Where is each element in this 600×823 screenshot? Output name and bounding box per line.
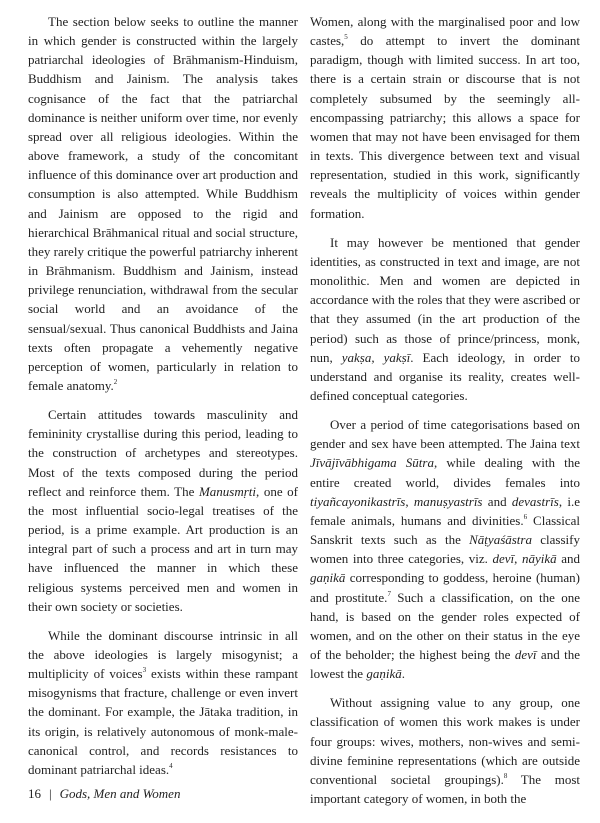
page-footer (28, 786, 180, 802)
paragraph-text: Classical Sanskrit texts such as the (310, 512, 580, 548)
left-column (28, 12, 298, 789)
paragraph-text: . (401, 666, 405, 682)
paragraph-text: exists within these rampant misogynisms that fracture, challenge or even invert the dominant. For example, the Jātaka tradition, in its origin, is relatively autonomous of monk-male-canonical control, and records resistances to dominant patriarchal ideas. (28, 666, 298, 777)
italic-term: tiyañcayonikastrīs (310, 493, 406, 509)
italic-term: devī (514, 647, 537, 662)
paragraph-text: and (482, 493, 512, 509)
paragraph-text: and (556, 551, 580, 567)
italic-term: yakṣa, yakṣī (341, 349, 411, 365)
paragraph-text: It may however be mentioned that gender identities, as constructed in text and image, are not monolithic. Men and women are depicted in accordance with the roles that they were ascribed or that they assumed (in the art production of the period) such as those of prince/princess, monk, nun, (310, 234, 580, 365)
paragraph (310, 693, 580, 808)
italic-term: gaṇikā (310, 570, 346, 586)
paragraph-text: , while dealing with the entire created world, divides females into (310, 455, 580, 490)
paragraph-text: Women, along with the marginalised poor and low castes, (310, 14, 580, 49)
paragraph-text: The section below seeks to outline the manner in which gender is constructed within the largely patriarchal ideologies of Brāhmanism-Hinduism, Buddhism and Jainism. The analysis takes cognisance of the fact that the patriarchal dominance is neither uniform over time, nor evenly spread over all religious ideologies. Within the above framework, a study of the concomitant influence of this dominance over art production and consumption is also attempted. While Buddhism and Jainism are opposed to the rigid and hierarchical Brāhmanical ritual and social structure, they rarely critique the powerful patriarchy inherent in Brāhmanism. Buddhism and Jainism, instead privilege renunciation, withdrawal from the secular social world and an avoidance of the sensual/sexual. Thus canonical Buddhists and Jaina texts often propagate a vehemently negative perception of women, particularly in relation to female anatomy. (28, 14, 298, 393)
paragraph (310, 415, 580, 683)
paragraph-text: The most important category of women, in both the (310, 771, 580, 807)
paragraph-text: , one of the most influential socio-legal treatises of the period, is a prime example. Art production is an integral part of such a process and art in turn may have influenced the manner in which these religious systems perceived men and women in their own society or societies. (28, 483, 298, 614)
paragraph-text: . Each ideology, in order to understand and organise its reality, creates well-defined conceptual categories. (310, 349, 580, 403)
footnote-marker: 7 (387, 589, 391, 598)
italic-term: devī (492, 551, 515, 567)
paragraph (310, 12, 580, 223)
footnote-marker: 4 (169, 761, 173, 770)
footnote-marker: 3 (142, 666, 147, 675)
footnote-marker: 8 (503, 771, 508, 780)
italic-term: nāyikā (521, 551, 557, 567)
italic-term: gaṇikā (366, 666, 402, 682)
paragraph-text: corresponding to goddess, heroine (human) and prostitute. (310, 570, 580, 605)
footer-separator: | (49, 786, 52, 801)
footnote-marker: 6 (523, 512, 528, 521)
paragraph-text: classify women into three categories, viz. (310, 532, 580, 567)
paragraph-text: , i.e female animals, humans and divinities. (310, 493, 580, 528)
paragraph-text: Without assigning value to any group, one classification of women this work makes is under four groups: wives, mothers, non-wives and semi-divine feminine representations (which are outside conventional societal groupings). (310, 695, 580, 787)
paragraph-text: do attempt to invert the dominant paradigm, though with limited success. In art too, there is a certain strain or discourse that is not completely subsumed by the seemingly all-encompassing patriarchy; this allows a space for women that may not have been envisaged for them in texts. This divergence between text and visual representation, studied in this work, significantly reveals the multiplicity of voices within gender formation. (310, 33, 580, 221)
paragraph-text: Over a period of time categorisations based on gender and sex have been attempted. The Jaina text (310, 417, 580, 452)
footnote-marker: 2 (113, 377, 118, 386)
paragraph-text: , (405, 493, 414, 509)
paragraph-text: Such a classification, on the one hand, is based on the gender roles expected of women, and on the other on their status in the eye of the beholder; the highest being the (310, 589, 580, 662)
italic-term: Nāṭyaśāstra (469, 532, 532, 548)
right-column (310, 12, 580, 818)
paragraph (28, 12, 298, 395)
italic-term: devastrīs (511, 493, 559, 509)
paragraph-text: , (514, 551, 522, 567)
italic-term: manuṣyastrīs (413, 493, 483, 509)
italic-term: Jīvājīvābhigama Sūtra (310, 455, 434, 471)
paragraph (310, 233, 580, 405)
italic-term: Manusmṛti (198, 483, 256, 499)
paragraph (28, 626, 298, 779)
footnote-marker: 5 (344, 33, 348, 42)
book-title: Gods, Men and Women (59, 786, 181, 801)
paragraph (28, 405, 298, 616)
paragraph-text: While the dominant discourse intrinsic in all the above ideologies is largely misogynist; a multiplicity of voices (28, 627, 298, 682)
paragraph-text: and the lowest the (310, 647, 580, 682)
page-number: 16 (28, 786, 41, 801)
paragraph-text: Certain attitudes towards masculinity and femininity crystallise during this period, leading to the construction of archetypes and stereotypes. Most of the texts composed during the period reflect and reinforce them. The (28, 407, 298, 499)
